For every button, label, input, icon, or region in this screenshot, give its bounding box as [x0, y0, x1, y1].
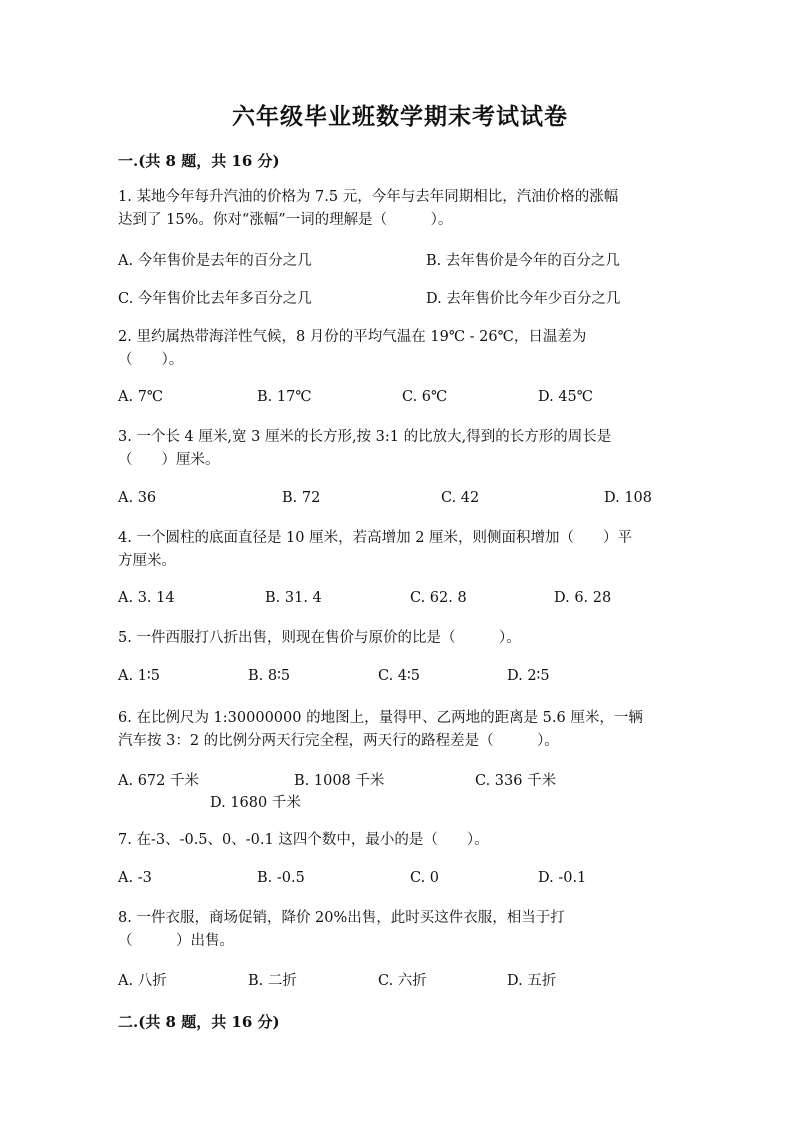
question-6-option-d: D. 1680 千米 — [210, 795, 301, 811]
question-8-stem — [118, 907, 688, 953]
question-1-stem — [118, 186, 688, 232]
question-5-option-a: A. 1∶5 — [118, 668, 160, 684]
question-3-option-b: B. 72 — [282, 490, 321, 506]
question-5-option-d: D. 2∶5 — [507, 668, 550, 684]
question-5-stem — [118, 627, 688, 650]
question-8-option-c: C. 六折 — [378, 973, 427, 989]
question-line: 7. 在-3、-0.5、0、-0.1 这四个数中，最小的是（ ）。 — [118, 832, 489, 848]
question-line: （ ）。 — [118, 352, 184, 368]
question-7-option-c: C. 0 — [410, 870, 440, 886]
question-line: 方厘米。 — [118, 553, 176, 569]
question-line: 2. 里约属热带海洋性气候，8 月份的平均气温在 19℃ - 26℃，日温差为 — [118, 329, 587, 345]
question-5-option-b: B. 8∶5 — [248, 668, 291, 684]
question-line: 1. 某地今年每升汽油的价格为 7.5 元，今年与去年同期相比，汽油价格的涨幅 — [118, 189, 619, 205]
question-8-option-d: D. 五折 — [507, 973, 557, 989]
question-2-stem — [118, 326, 688, 372]
question-7-option-a: A. -3 — [118, 870, 152, 886]
question-line: 8. 一件衣服，商场促销，降价 20%出售，此时买这件衣服，相当于打 — [118, 910, 565, 926]
question-5-option-c: C. 4∶5 — [378, 668, 421, 684]
question-6-option-a: A. 672 千米 — [118, 773, 199, 789]
question-line: 达到了 15%。你对“涨幅”一词的理解是（ ）。 — [118, 212, 453, 228]
question-1-option-c: C. 今年售价比去年多百分之几 — [118, 291, 312, 307]
question-2-option-c: C. 6℃ — [402, 389, 448, 405]
question-2-option-a: A. 7℃ — [118, 389, 164, 405]
question-1-option-a: A. 今年售价是去年的百分之几 — [118, 253, 312, 269]
question-3-option-a: A. 36 — [118, 490, 157, 506]
question-6-stem — [118, 707, 688, 753]
question-7-stem — [118, 829, 688, 852]
question-line: （ ）出售。 — [118, 933, 234, 949]
question-4-option-b: B. 31. 4 — [265, 590, 322, 606]
question-4-option-a: A. 3. 14 — [118, 590, 175, 606]
question-line: 3. 一个长 4 厘米,宽 3 厘米的长方形,按 3:1 的比放大,得到的长方形的周长是 — [118, 429, 612, 445]
question-3-option-c: C. 42 — [441, 490, 480, 506]
question-1-option-d: D. 去年售价比今年少百分之几 — [426, 291, 621, 307]
question-7-option-b: B. -0.5 — [257, 870, 305, 886]
question-8-option-a: A. 八折 — [118, 973, 167, 989]
question-line: （ ）厘米。 — [118, 452, 220, 468]
question-line: 6. 在比例尺为 1:30000000 的地图上，量得甲、乙两地的距离是 5.6 厘米，一辆 — [118, 710, 643, 726]
question-line: 4. 一个圆柱的底面直径是 10 厘米，若高增加 2 厘米，则侧面积增加（ ）平 — [118, 530, 633, 546]
section-heading-2: 二.(共 8 题，共 16 分) — [118, 1013, 280, 1031]
question-3-stem — [118, 426, 688, 472]
question-2-option-b: B. 17℃ — [257, 389, 312, 405]
question-6-option-c: C. 336 千米 — [475, 773, 557, 789]
question-3-option-d: D. 108 — [604, 490, 653, 506]
page-title: 六年级毕业班数学期末考试试卷 — [232, 103, 568, 130]
question-6-option-b: B. 1008 千米 — [294, 773, 385, 789]
question-4-option-c: C. 62. 8 — [410, 590, 467, 606]
question-4-option-d: D. 6. 28 — [554, 590, 612, 606]
question-line: 汽车按 3：2 的比例分两天行完全程，两天行的路程差是（ ）。 — [118, 733, 559, 749]
question-8-option-b: B. 二折 — [248, 973, 297, 989]
section-heading-1: 一.(共 8 题，共 16 分) — [118, 152, 280, 170]
question-line: 5. 一件西服打八折出售，则现在售价与原价的比是（ ）。 — [118, 630, 521, 646]
question-1-option-b: B. 去年售价是今年的百分之几 — [426, 253, 620, 269]
question-7-option-d: D. -0.1 — [538, 870, 587, 886]
question-2-option-d: D. 45℃ — [538, 389, 593, 405]
question-4-stem — [118, 527, 688, 573]
